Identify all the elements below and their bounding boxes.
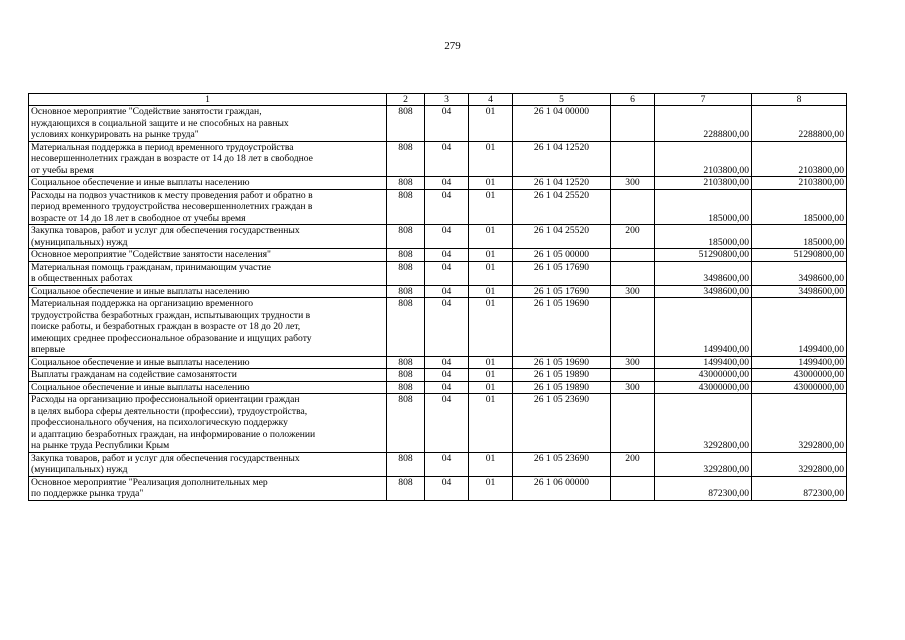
amount-cell: 51290800,00 [752,249,847,262]
table-row [29,298,847,357]
row-name-cell [29,285,387,298]
target-article-cell: 26 1 04 25520 [513,189,611,225]
grbs-cell: 808 [387,261,425,285]
amount-cell: 2103800,00 [655,141,752,177]
target-article-cell: 26 1 04 12520 [513,177,611,190]
row-name-line: Основное мероприятие "Содействие занятости населения" [31,249,271,260]
table-body [29,106,847,501]
grbs-cell: 808 [387,106,425,142]
table-row [29,452,847,476]
header-cell: 8 [752,94,847,106]
expense-type-cell: 300 [611,285,655,298]
target-article-cell: 26 1 05 19690 [513,298,611,357]
amount-cell: 1499400,00 [655,298,752,357]
subsection-cell: 01 [469,141,513,177]
section-cell: 04 [425,177,469,190]
subsection-cell: 01 [469,452,513,476]
target-article-cell: 26 1 05 19690 [513,356,611,369]
section-cell: 04 [425,285,469,298]
row-name-line: Закупка товаров, работ и услуг для обеспечения государственных [31,452,300,464]
row-name-line: Материальная поддержка в период временного трудоустройства [31,141,294,153]
amount-cell: 3292800,00 [655,394,752,453]
row-name-line: впервые [31,344,65,355]
target-article-cell: 26 1 05 19890 [513,381,611,394]
row-name-line: возрасте от 14 до 18 лет в свободное от учебы время [31,212,246,224]
amount-cell: 51290800,00 [655,249,752,262]
row-name-line: в общественных работах [31,273,133,284]
amount-cell: 1499400,00 [752,356,847,369]
row-name-line: профессионального обучения, на психологическую поддержку [31,417,288,428]
row-name-line: Социальное обеспечение и иные выплаты населению [31,381,250,393]
amount-cell: 872300,00 [655,476,752,500]
expense-type-cell: 300 [611,381,655,394]
grbs-cell: 808 [387,141,425,177]
row-name-cell [29,394,387,453]
amount-cell: 3498600,00 [655,261,752,285]
table-row [29,261,847,285]
header-cell: 1 [29,94,387,106]
target-article-cell: 26 1 05 23690 [513,394,611,453]
row-name-line: в целях выбора сферы деятельности (профессии), трудоустройства, [31,405,308,417]
grbs-cell: 808 [387,285,425,298]
amount-cell: 43000000,00 [655,369,752,382]
section-cell: 04 [425,356,469,369]
grbs-cell: 808 [387,298,425,357]
header-cell: 4 [469,94,513,106]
expense-type-cell: 300 [611,356,655,369]
grbs-cell: 808 [387,394,425,453]
header-cell: 3 [425,94,469,106]
row-name-cell [29,476,387,500]
table-row [29,249,847,262]
row-name-line: условиях конкурировать на рынке труда" [31,129,199,140]
grbs-cell: 808 [387,249,425,262]
section-cell: 04 [425,261,469,285]
row-name-cell [29,261,387,285]
header-cell: 2 [387,94,425,106]
row-name-line: Социальное обеспечение и иные выплаты населению [31,177,250,188]
amount-cell: 3498600,00 [752,285,847,298]
row-name-line: Основное мероприятие "Реализация дополнительных мер [31,476,268,488]
amount-cell: 3498600,00 [655,285,752,298]
amount-cell: 2288800,00 [655,106,752,142]
expense-type-cell: 200 [611,452,655,476]
expense-type-cell [611,106,655,142]
target-article-cell: 26 1 05 17690 [513,261,611,285]
target-article-cell: 26 1 05 17690 [513,285,611,298]
table-row [29,106,847,142]
grbs-cell: 808 [387,476,425,500]
subsection-cell: 01 [469,381,513,394]
amount-cell: 43000000,00 [752,381,847,394]
row-name-cell [29,249,387,262]
row-name-line: имеющих среднее профессиональное образование и ищущих работу [31,332,312,344]
amount-cell: 872300,00 [752,476,847,500]
table-row [29,381,847,394]
section-cell: 04 [425,394,469,453]
row-name-line: несовершеннолетних граждан в возрасте от 14 до 18 лет в свободное [31,153,313,164]
section-cell: 04 [425,369,469,382]
grbs-cell: 808 [387,381,425,394]
table-row [29,189,847,225]
header-cell: 7 [655,94,752,106]
grbs-cell: 808 [387,177,425,190]
row-name-cell [29,369,387,382]
table-row [29,177,847,190]
target-article-cell: 26 1 04 00000 [513,106,611,142]
row-name-cell [29,356,387,369]
header-cell: 6 [611,94,655,106]
row-name-line: Материальная помощь гражданам, принимающим участие [31,261,271,273]
row-name-line: трудоустройства безработных граждан, испытывающих трудности в [31,309,311,321]
subsection-cell: 01 [469,261,513,285]
amount-cell: 43000000,00 [655,381,752,394]
row-name-line: (муниципальных) нужд [31,236,128,248]
row-name-line: Расходы на подвоз участников к месту проведения работ и обратно в [31,189,313,201]
amount-cell: 1499400,00 [752,298,847,357]
row-name-cell [29,141,387,177]
subsection-cell: 01 [469,394,513,453]
table-row [29,285,847,298]
row-name-line: Основное мероприятие "Содействие занятости граждан, [31,106,262,117]
expense-type-cell [611,261,655,285]
grbs-cell: 808 [387,356,425,369]
expense-type-cell: 200 [611,225,655,249]
row-name-cell [29,189,387,225]
row-name-cell [29,298,387,357]
grbs-cell: 808 [387,369,425,382]
amount-cell: 43000000,00 [752,369,847,382]
row-name-line: (муниципальных) нужд [31,464,128,475]
section-cell: 04 [425,452,469,476]
expense-type-cell [611,394,655,453]
amount-cell: 3498600,00 [752,261,847,285]
target-article-cell: 26 1 04 25520 [513,225,611,249]
subsection-cell: 01 [469,249,513,262]
row-name-line: Закупка товаров, работ и услуг для обеспечения государственных [31,225,300,236]
subsection-cell: 01 [469,476,513,500]
target-article-cell: 26 1 04 12520 [513,141,611,177]
target-article-cell: 26 1 06 00000 [513,476,611,500]
row-name-cell [29,106,387,142]
table-row [29,356,847,369]
section-cell: 04 [425,189,469,225]
row-name-line: и адаптацию безработных граждан, на информирование о положении [31,428,316,440]
row-name-line: поиске работы, и безработных граждан в возрасте от 18 до 20 лет, [31,321,301,332]
row-name-line: на рынке труда Республики Крым [31,440,170,451]
expense-type-cell [611,298,655,357]
expense-type-cell [611,189,655,225]
subsection-cell: 01 [469,177,513,190]
grbs-cell: 808 [387,189,425,225]
subsection-cell: 01 [469,298,513,357]
expense-type-cell [611,369,655,382]
expense-type-cell: 300 [611,177,655,190]
row-name-line: Материальная поддержка на организацию временного [31,298,254,309]
amount-cell: 185000,00 [752,189,847,225]
amount-cell: 185000,00 [752,225,847,249]
amount-cell: 1499400,00 [655,356,752,369]
section-cell: 04 [425,298,469,357]
amount-cell: 2288800,00 [752,106,847,142]
row-name-cell [29,381,387,394]
row-name-cell [29,177,387,190]
row-name-cell [29,452,387,476]
row-name-line: Расходы на организацию профессиональной ориентации граждан [31,394,300,405]
row-name-line: Выплаты гражданам на содействие самозанятости [31,369,237,380]
target-article-cell: 26 1 05 19890 [513,369,611,382]
amount-cell: 185000,00 [655,189,752,225]
subsection-cell: 01 [469,189,513,225]
row-name-line: по поддержке рынка труда" [31,488,144,499]
section-cell: 04 [425,225,469,249]
target-article-cell: 26 1 05 23690 [513,452,611,476]
table-row [29,394,847,453]
row-name-cell [29,225,387,249]
section-cell: 04 [425,141,469,177]
table-row [29,141,847,177]
section-cell: 04 [425,106,469,142]
section-cell: 04 [425,249,469,262]
grbs-cell: 808 [387,452,425,476]
amount-cell: 2103800,00 [655,177,752,190]
expense-type-cell [611,476,655,500]
expense-type-cell [611,141,655,177]
budget-table [28,93,847,501]
header-cell: 5 [513,94,611,106]
section-cell: 04 [425,381,469,394]
amount-cell: 2103800,00 [752,141,847,177]
table-row [29,476,847,500]
subsection-cell: 01 [469,285,513,298]
amount-cell: 3292800,00 [655,452,752,476]
row-name-line: период временного трудоустройства несовершеннолетних граждан в [31,201,313,212]
subsection-cell: 01 [469,106,513,142]
subsection-cell: 01 [469,225,513,249]
section-cell: 04 [425,476,469,500]
table-row [29,225,847,249]
page-number: 279 [444,40,461,52]
subsection-cell: 01 [469,369,513,382]
expense-type-cell [611,249,655,262]
amount-cell: 185000,00 [655,225,752,249]
amount-cell: 3292800,00 [752,394,847,453]
row-name-line: Социальное обеспечение и иные выплаты населению [31,356,250,368]
table-row [29,369,847,382]
header-row [29,94,847,106]
amount-cell: 2103800,00 [752,177,847,190]
subsection-cell: 01 [469,356,513,369]
amount-cell: 3292800,00 [752,452,847,476]
row-name-line: нуждающихся в социальной защите и не способных на равных [31,117,289,129]
target-article-cell: 26 1 05 00000 [513,249,611,262]
row-name-line: от учебы время [31,164,94,176]
grbs-cell: 808 [387,225,425,249]
row-name-line: Социальное обеспечение и иные выплаты населению [31,285,250,297]
